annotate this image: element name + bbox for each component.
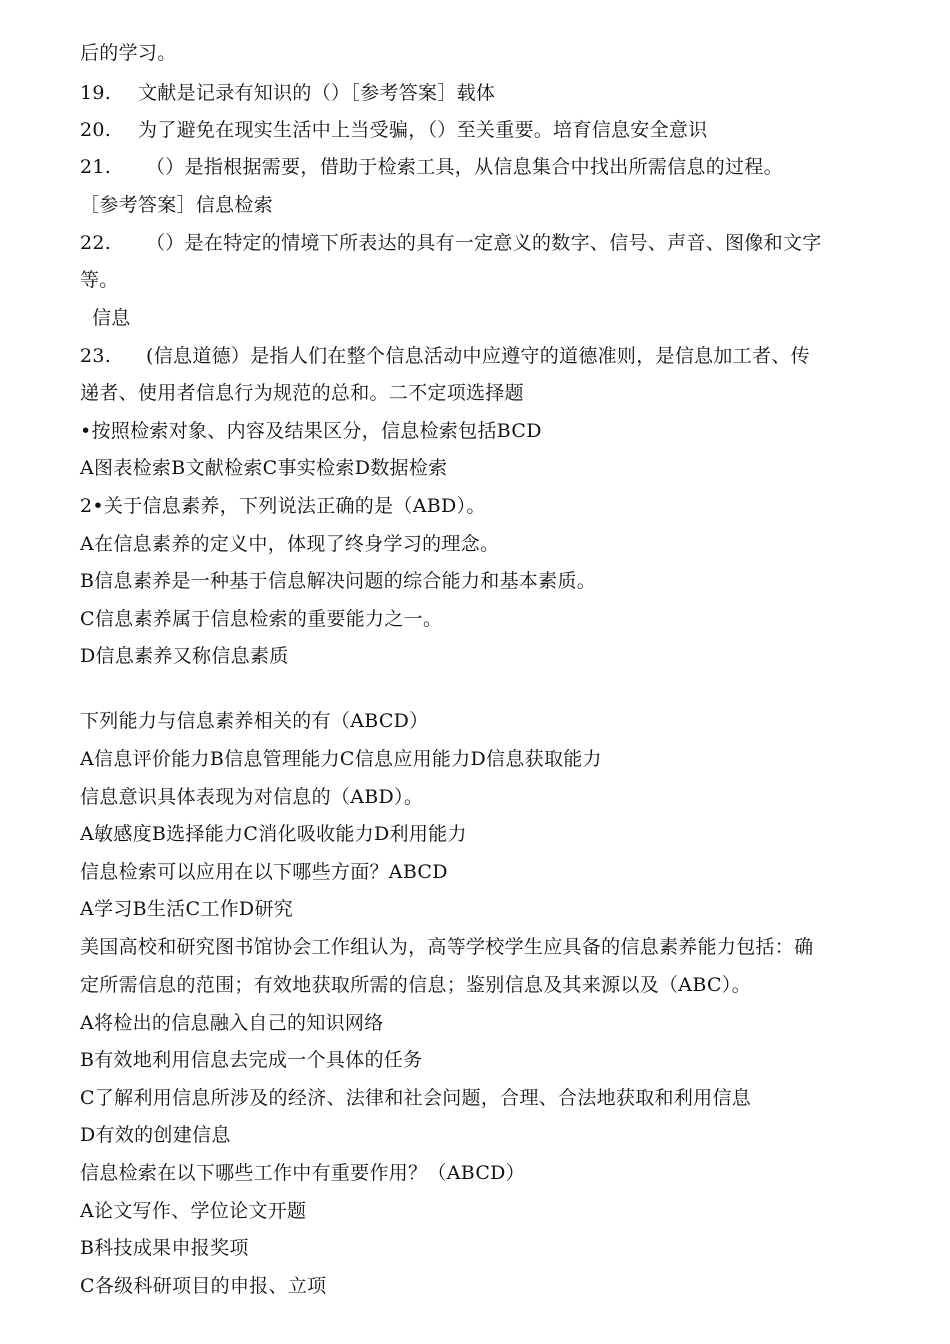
- answer-line: ［参考答案］信息检索: [80, 194, 274, 216]
- question-text: 文献是记录有知识的（）［参考答案］载体: [138, 82, 496, 104]
- option-line: D信息素养又称信息素质: [80, 645, 289, 667]
- question-text: （）是在特定的情境下所表达的具有一定意义的数字、信号、声音、图像和文字: [146, 232, 822, 254]
- answer-line: 信息: [92, 307, 131, 329]
- option-line: B有效地利用信息去完成一个具体的任务: [80, 1049, 423, 1071]
- question-text: (信息道德）是指人们在整个信息活动中应遵守的道德准则，是信息加工者、传: [146, 345, 810, 367]
- question-line: 信息检索可以应用在以下哪些方面？ABCD: [80, 861, 448, 883]
- option-line: A图表检索B文献检索C事实检索D数据检索: [80, 457, 448, 479]
- question-text: （）是指根据需要，借助于检索工具，从信息集合中找出所需信息的过程。: [146, 156, 783, 178]
- option-line: A将检出的信息融入自己的知识网络: [80, 1012, 384, 1034]
- question-number: 22.: [80, 232, 112, 254]
- option-line: A论文写作、学位论文开题: [80, 1200, 307, 1222]
- option-line: C信息素养属于信息检索的重要能力之一。: [80, 608, 443, 630]
- option-line: C各级科研项目的申报、立项: [80, 1275, 327, 1297]
- question-line: 下列能力与信息素养相关的有（ABCD）: [80, 710, 429, 732]
- question-number: 20.: [80, 119, 112, 141]
- question-text: 为了避免在现实生活中上当受骗，（）至关重要。培育信息安全意识: [138, 119, 708, 141]
- question-line: •按照检索对象、内容及结果区分，信息检索包括BCD: [80, 420, 542, 442]
- question-number: 19.: [80, 82, 112, 104]
- question-23: [80, 344, 810, 368]
- question-19: [80, 81, 495, 105]
- question-number: 23.: [80, 345, 112, 367]
- text-line: 定所需信息的范围；有效地获取所需的信息；鉴别信息及其来源以及（ABC）。: [80, 974, 751, 996]
- question-line: 美国高校和研究图书馆协会工作组认为，高等学校学生应具备的信息素养能力包括：确: [80, 936, 814, 958]
- option-line: A信息评价能力B信息管理能力C信息应用能力D信息获取能力: [80, 748, 602, 770]
- text-line: 递者、使用者信息行为规范的总和。二不定项选择题: [80, 382, 524, 404]
- option-line: A在信息素养的定义中，体现了终身学习的理念。: [80, 533, 500, 555]
- option-line: A敏感度B选择能力C消化吸收能力D利用能力: [80, 823, 467, 845]
- question-line: 信息意识具体表现为对信息的（ABD）。: [80, 786, 424, 808]
- option-line: C了解利用信息所涉及的经济、法律和社会问题，合理、合法地获取和利用信息: [80, 1087, 752, 1109]
- option-line: A学习B生活C工作D研究: [80, 898, 294, 920]
- option-line: D有效的创建信息: [80, 1124, 231, 1146]
- text-line: 后的学习。: [80, 42, 177, 64]
- option-line: B信息素养是一种基于信息解决问题的综合能力和基本素质。: [80, 570, 597, 592]
- text-line: 等。: [80, 269, 119, 291]
- question-line: 信息检索在以下哪些工作中有重要作用？（ABCD）: [80, 1162, 526, 1184]
- question-line: 2•关于信息素养，下列说法正确的是（ABD）。: [80, 495, 486, 517]
- question-number: 21.: [80, 156, 112, 178]
- question-20: [80, 118, 708, 142]
- question-21: [80, 155, 783, 179]
- question-22: [80, 231, 822, 255]
- option-line: B科技成果申报奖项: [80, 1237, 249, 1259]
